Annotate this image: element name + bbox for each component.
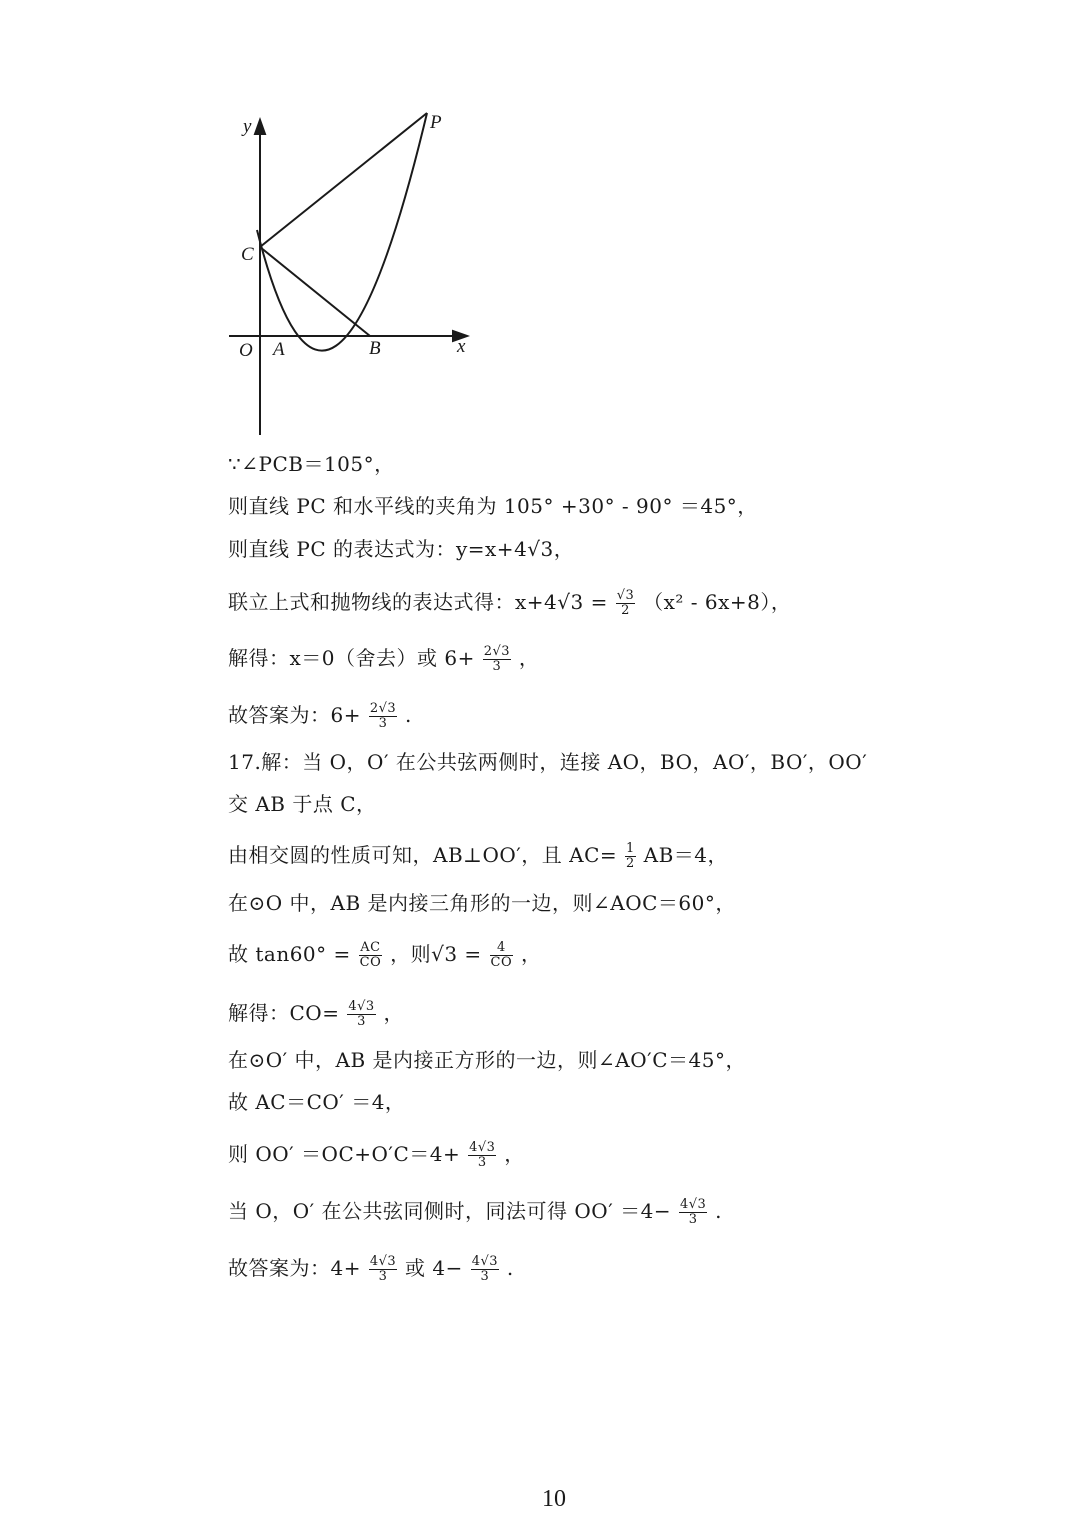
page-number: 10 [542, 1486, 566, 1512]
s17-line5-fraction-1 [359, 941, 383, 970]
s16-line3: 则直线 PC 的表达式为：y=x+4√3， [228, 537, 575, 561]
s17-line11-mid: 或 4− [405, 1256, 463, 1280]
s16-line4 [228, 589, 791, 618]
fraction-denominator: CO [359, 955, 382, 970]
s16-line6-fraction [369, 702, 397, 731]
s17-line11-fraction-1 [369, 1255, 397, 1284]
label-o: O [239, 340, 253, 361]
fraction-numerator: 4√3 [471, 1254, 499, 1269]
s17-line6 [228, 1000, 404, 1029]
s17-line6-fraction [347, 1000, 375, 1029]
fraction-denominator: 3 [378, 1269, 388, 1284]
s16-line5-pre: 解得：x＝0（舍去）或 6+ [228, 646, 475, 670]
fraction-denominator: 3 [492, 659, 502, 674]
s16-line5-fraction [483, 645, 511, 674]
s16-line6-post: . [405, 703, 412, 727]
fraction-denominator: CO [490, 955, 513, 970]
s17-line11 [228, 1255, 514, 1284]
s16-line4-pre: 联立上式和抛物线的表达式得：x+4√3 = [228, 590, 608, 614]
label-p: P [430, 112, 442, 133]
s17-line9 [228, 1141, 525, 1170]
s17-line5 [228, 941, 542, 970]
s17-line6-post: ， [383, 1001, 405, 1025]
s16-line4-post: （x² - 6x+8）， [643, 590, 792, 614]
label-b: B [369, 338, 381, 359]
s17-line9-pre: 则 OO′ ＝OC+O′C＝4+ [228, 1142, 461, 1166]
fraction-denominator: 2 [626, 856, 635, 871]
parabola-curve [257, 113, 427, 351]
fraction-denominator: 3 [688, 1212, 698, 1227]
s16-line1: ∵∠PCB＝105°， [228, 452, 395, 476]
label-c: C [241, 244, 254, 265]
s17-line10-pre: 当 O，O′ 在公共弦同侧时，同法可得 OO′ ＝4− [228, 1199, 672, 1223]
fraction-denominator: 3 [357, 1014, 366, 1029]
s17-line9-post: ， [504, 1142, 525, 1166]
segment-pc [260, 113, 427, 247]
s17-line2: 交 AB 于点 C， [228, 792, 377, 816]
s17-line5-fraction-2 [490, 941, 514, 970]
fraction-numerator: 4 [490, 941, 514, 956]
s17-line3-post: AB＝4， [643, 843, 729, 867]
label-y: y [243, 116, 252, 137]
s17-line5-pre: 故 tan60° = [228, 942, 351, 966]
s17-line4: 在⊙O 中，AB 是内接三角形的一边，则∠AOC＝60°， [228, 891, 736, 915]
parabola-figure [215, 100, 485, 440]
s17-line8: 故 AC＝CO′ ＝4， [228, 1090, 406, 1114]
s17-line9-fraction [468, 1141, 496, 1170]
fraction-denominator: 3 [378, 716, 388, 731]
s17-line1: 17.解：当 O，O′ 在公共弦两侧时，连接 AO，BO，AO′，BO′，OO′ [228, 750, 868, 774]
fraction-numerator: 4√3 [679, 1197, 707, 1212]
s17-line7: 在⊙O′ 中，AB 是内接正方形的一边，则∠AO′C＝45°， [228, 1048, 746, 1072]
fraction-numerator: AC [360, 940, 381, 955]
s17-line10 [228, 1198, 722, 1227]
s16-line2: 则直线 PC 和水平线的夹角为 105° +30° - 90° ＝45°， [228, 494, 758, 518]
s16-line5 [228, 645, 539, 674]
fraction-numerator: 4√3 [369, 1254, 397, 1269]
s17-line10-post: . [715, 1199, 722, 1223]
s16-line5-post: ， [518, 646, 540, 670]
s17-line5-post: ， [521, 942, 542, 966]
s16-line6-pre: 故答案为：6+ [228, 703, 361, 727]
s17-line3-pre: 由相交圆的性质可知，AB⊥OO′，且 AC= [228, 843, 618, 867]
s17-line5-mid: ，则√3 = [390, 942, 482, 966]
label-a: A [273, 339, 285, 360]
fraction-numerator: 2√3 [483, 644, 511, 659]
fraction-numerator: 4√3 [469, 1140, 496, 1155]
fraction-numerator: 4√3 [348, 999, 375, 1014]
s17-line3-fraction [625, 842, 636, 871]
s17-line6-pre: 解得：CO= [228, 1001, 340, 1025]
fraction-denominator: 3 [477, 1155, 487, 1170]
s16-line6 [228, 702, 412, 731]
s16-line4-fraction [616, 589, 636, 618]
s17-line11-post: . [506, 1256, 514, 1280]
fraction-numerator: 2√3 [369, 701, 397, 716]
s17-line3 [228, 842, 728, 871]
fraction-numerator: 1 [626, 841, 635, 856]
s17-line11-fraction-2 [471, 1255, 499, 1284]
y-axis-arrow [255, 120, 265, 134]
s17-line11-pre: 故答案为：4+ [228, 1256, 361, 1280]
fraction-denominator: 2 [621, 603, 630, 618]
fraction-denominator: 3 [480, 1269, 490, 1284]
fraction-numerator: √3 [616, 588, 635, 603]
s17-line10-fraction [679, 1198, 707, 1227]
label-x: x [457, 336, 466, 357]
